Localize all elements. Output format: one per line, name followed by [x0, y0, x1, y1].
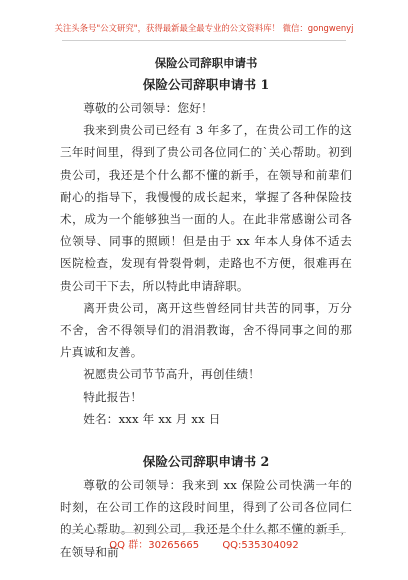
section-1-paragraph-2: 离开贵公司，离开这些曾经同甘共苦的同事，万分不舍，舍不得领导们的涓涓教诲，舍不得同事之间的那片真诚和友善。: [60, 300, 352, 360]
page-footer: [0, 536, 408, 551]
closing-report: 特此报告！: [83, 389, 143, 404]
section-1-title: 保险公司辞职申请书 1: [142, 77, 270, 92]
footer-qq-contact: QQ:535304092: [222, 540, 299, 551]
document-title: 保险公司辞职申请书: [154, 56, 258, 70]
page-header-note: 关注头条号"公文研究"，获得最新最全最专业的公文资料库！ 微信：gongwenyj: [54, 23, 354, 33]
greeting: 尊敬的公司领导：您好！: [83, 101, 213, 115]
section-2-title: 保险公司辞职申请书 2: [142, 454, 270, 470]
footer-qq-group: QQ 群：30265665: [109, 540, 200, 551]
footer-divider: [62, 532, 346, 533]
closing-wish: 祝愿贵公司节节高升，再创佳绩！: [83, 367, 261, 382]
signature-line: 姓名：xxx 年 xx 月 xx 日: [83, 411, 221, 426]
section-2-paragraph-1: 尊敬的公司领导：我来到 xx 保险公司快满一年的时刻，在公司工作的这段时间里，得到了公司各位同仁的关心帮助。初到公司，我还是个什么都不懂的新手，在领导和前: [60, 478, 352, 559]
header-divider: [62, 40, 346, 41]
section-1-paragraph-1: 我来到贵公司已经有 3 年多了，在贵公司工作的这三年时间里，得到了贵公司各位同仁的`关心帮助。初到贵公司，我还是个什么都不懂的新手，在领导和前辈们耐心的指导下，我慢慢的成长起来，掌握了各种保险技术，成为一个能够独当一面的人。在此非常感谢公司各位领导、同事的照顾！但是由于 xx 年本人身体不适去医院检查，发现有骨裂骨刺，走路也不方便，很难再在贵公司干下去，所以特此申请辞职。: [60, 123, 352, 293]
document-body: [60, 52, 352, 563]
